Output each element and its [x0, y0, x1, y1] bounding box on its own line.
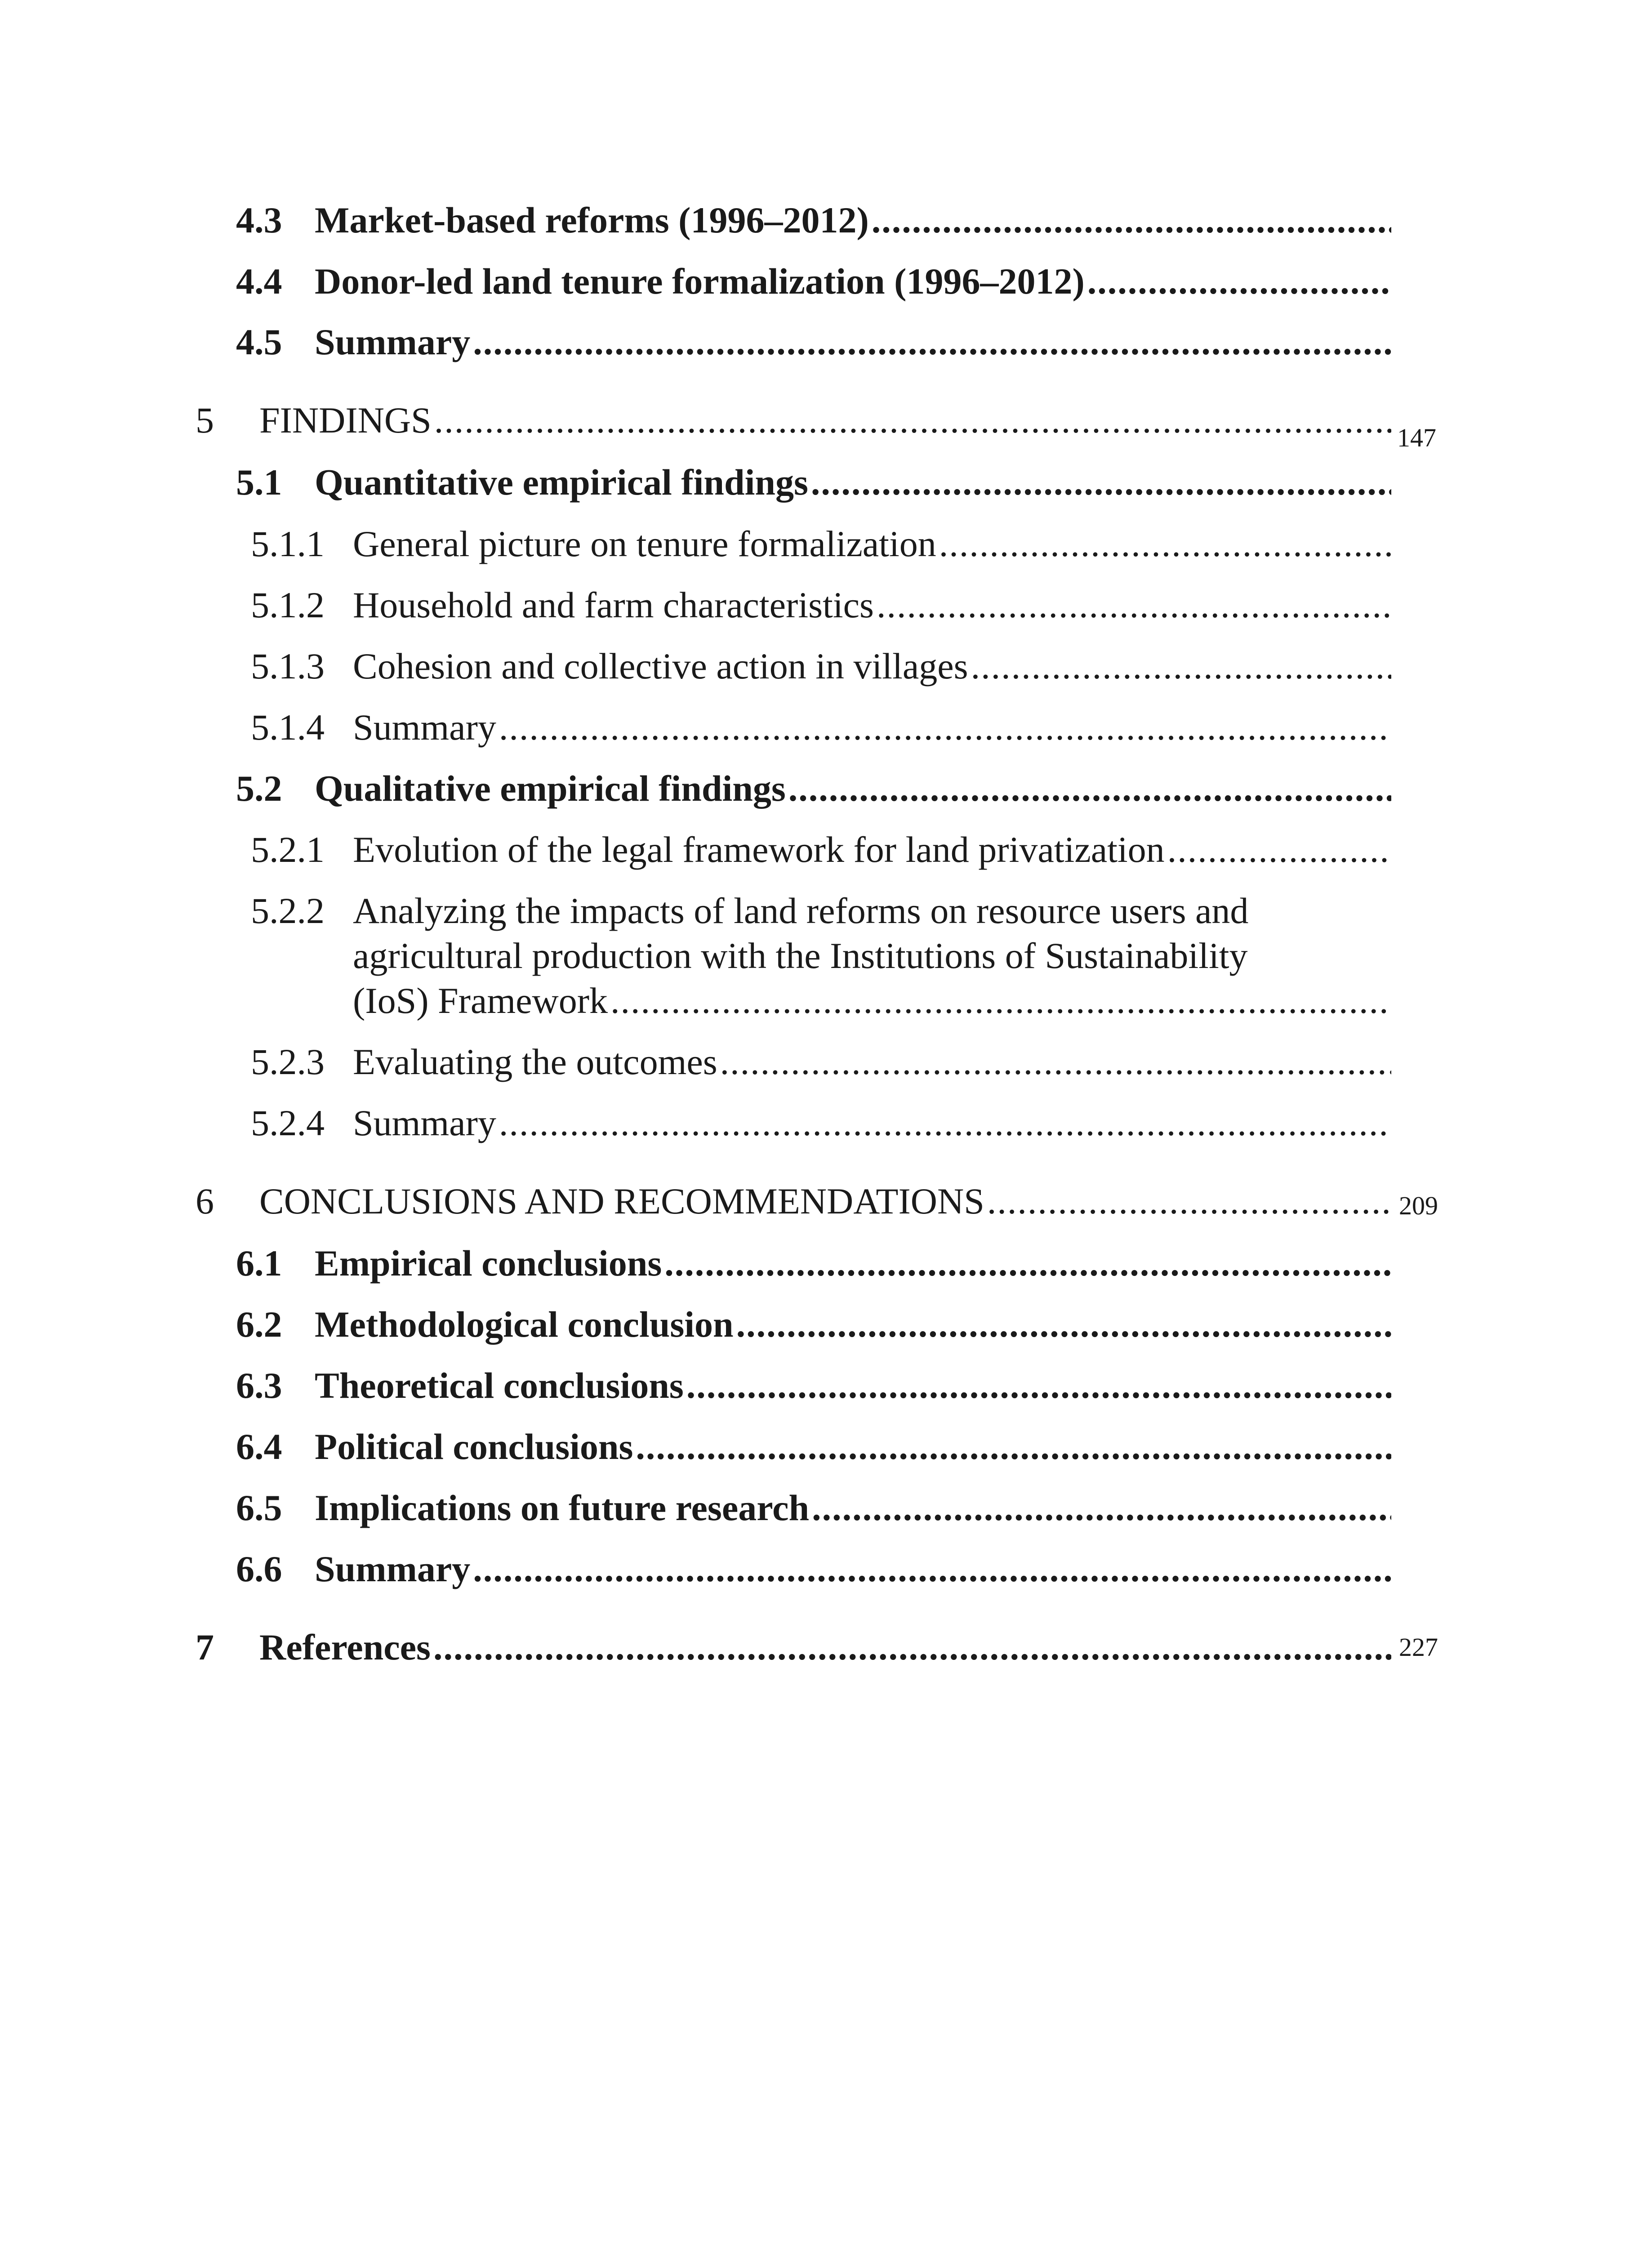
toc-entry-title: (IoS) Framework: [353, 980, 608, 1021]
toc-entry-6-3[interactable]: [236, 1363, 1391, 1408]
toc-entry-title: Methodological conclusion: [315, 1304, 734, 1345]
toc-entry-6-1[interactable]: [236, 1241, 1391, 1286]
toc-chapter-6[interactable]: [196, 1179, 1391, 1224]
toc-chapter-5[interactable]: [196, 398, 1391, 443]
dot-leader: [1167, 827, 1391, 872]
toc-entry-6-6[interactable]: [236, 1547, 1391, 1592]
toc-entry-5-1-2[interactable]: [251, 583, 1391, 628]
toc-entry-number: 5.1.2: [251, 584, 325, 625]
toc-entry-title: Summary: [315, 1548, 471, 1589]
toc-entry-number: 6.3: [236, 1365, 282, 1406]
toc-entry-5-2-4[interactable]: [251, 1101, 1391, 1146]
toc-entry-number: 4.3: [236, 200, 282, 241]
toc-entry-4-5[interactable]: [236, 320, 1391, 365]
toc-entry-number: 5.1.4: [251, 707, 325, 748]
toc-entry-number: 4.4: [236, 261, 282, 302]
dot-leader: [788, 766, 1391, 811]
toc-page-number: 227: [1399, 1632, 1438, 1662]
toc-entry-4-3[interactable]: [236, 198, 1391, 243]
toc-entry-number: 5.2.3: [251, 1041, 325, 1082]
dot-leader: [636, 1424, 1391, 1469]
toc-entry-title-line-1: Analyzing the impacts of land reforms on resource users and: [353, 890, 1249, 931]
toc-entry-title: Cohesion and collective action in villages: [353, 646, 968, 687]
toc-chapter-title: FINDINGS: [259, 400, 432, 441]
dot-leader: [473, 320, 1391, 365]
toc-entry-number: 4.5: [236, 321, 282, 362]
dot-leader: [664, 1241, 1391, 1286]
dot-leader: [433, 1625, 1391, 1670]
dot-leader: [987, 1179, 1391, 1224]
toc-entry-title: Summary: [353, 1102, 496, 1143]
toc-entry-title: General picture on tenure formalization: [353, 523, 936, 564]
toc-entry-number: 5.2: [236, 768, 282, 809]
toc-entry-number: 5.2.1: [251, 829, 325, 870]
toc-entry-title: Implications on future research: [315, 1487, 810, 1528]
toc-entry-number: 5.2.2: [251, 890, 325, 931]
dot-leader: [720, 1039, 1391, 1084]
dot-leader: [499, 705, 1391, 750]
toc-entry-title: Qualitative empirical findings: [315, 768, 786, 809]
toc-entry-6-5[interactable]: [236, 1485, 1391, 1530]
toc-entry-5-1-3[interactable]: [251, 644, 1391, 689]
toc-entry-4-4[interactable]: [236, 259, 1391, 304]
toc-chapter-number: 5: [196, 400, 214, 441]
toc-entry-title: Donor-led land tenure formalization (1996–2012): [315, 261, 1085, 302]
dot-leader: [872, 198, 1391, 243]
toc-entry-number: 6.2: [236, 1304, 282, 1345]
toc-entry-6-2[interactable]: [236, 1302, 1391, 1347]
toc-entry-title: Empirical conclusions: [315, 1243, 662, 1284]
toc-entry-number: 6.5: [236, 1487, 282, 1528]
toc-entry-5-2-1[interactable]: [251, 827, 1391, 872]
dot-leader: [686, 1363, 1391, 1408]
dot-leader: [610, 978, 1391, 1023]
dot-leader: [877, 583, 1391, 628]
toc-entry-5-2-3[interactable]: [251, 1039, 1391, 1084]
dot-leader: [939, 522, 1391, 566]
toc-entry-6-4[interactable]: [236, 1424, 1391, 1469]
toc-entry-title: Political conclusions: [315, 1426, 633, 1467]
toc-entry-title-line-2: agricultural production with the Institutions of Sustainability: [353, 935, 1248, 976]
toc-entry-5-2[interactable]: [236, 766, 1391, 811]
toc-entry-number: 6.4: [236, 1426, 282, 1467]
toc-entry-title: Theoretical conclusions: [315, 1365, 684, 1406]
toc-page-number: 147: [1397, 423, 1436, 452]
toc-entry-number: 5.1.1: [251, 523, 325, 564]
toc-entry-title: Evolution of the legal framework for land privatization: [353, 829, 1165, 870]
toc-entry-title: Household and farm characteristics: [353, 584, 874, 625]
toc-entry-number: 5.1: [236, 462, 282, 503]
toc-entry-number: 5.2.4: [251, 1102, 325, 1143]
toc-entry-number: 6.6: [236, 1548, 282, 1589]
dot-leader: [811, 460, 1391, 505]
dot-leader: [736, 1302, 1391, 1347]
toc-chapter-7[interactable]: [196, 1625, 1391, 1670]
dot-leader: [434, 398, 1391, 443]
toc-entry-number: 5.1.3: [251, 646, 325, 687]
toc-entry-5-1-1[interactable]: [251, 522, 1391, 566]
toc-entry-title-line-3: [353, 978, 1391, 1023]
toc-page-number: 209: [1399, 1191, 1438, 1220]
dot-leader: [1087, 259, 1391, 304]
dot-leader: [499, 1101, 1391, 1146]
toc-chapter-title: References: [259, 1627, 431, 1668]
toc-entry-number: 6.1: [236, 1243, 282, 1284]
toc-entry-title: Quantitative empirical findings: [315, 462, 808, 503]
toc-entry-5-1[interactable]: [236, 460, 1391, 505]
toc-entry-title: Summary: [315, 321, 471, 362]
toc-chapter-number: 6: [196, 1181, 214, 1222]
dot-leader: [812, 1485, 1391, 1530]
toc-entry-5-1-4[interactable]: [251, 705, 1391, 750]
toc-entry-title: Evaluating the outcomes: [353, 1041, 717, 1082]
dot-leader: [971, 644, 1391, 689]
toc-entry-title: Summary: [353, 707, 496, 748]
toc-chapter-title: CONCLUSIONS AND RECOMMENDATIONS: [259, 1181, 984, 1222]
toc-entry-title: Market-based reforms (1996–2012): [315, 200, 869, 241]
toc-chapter-number: 7: [196, 1627, 214, 1668]
dot-leader: [473, 1547, 1391, 1592]
